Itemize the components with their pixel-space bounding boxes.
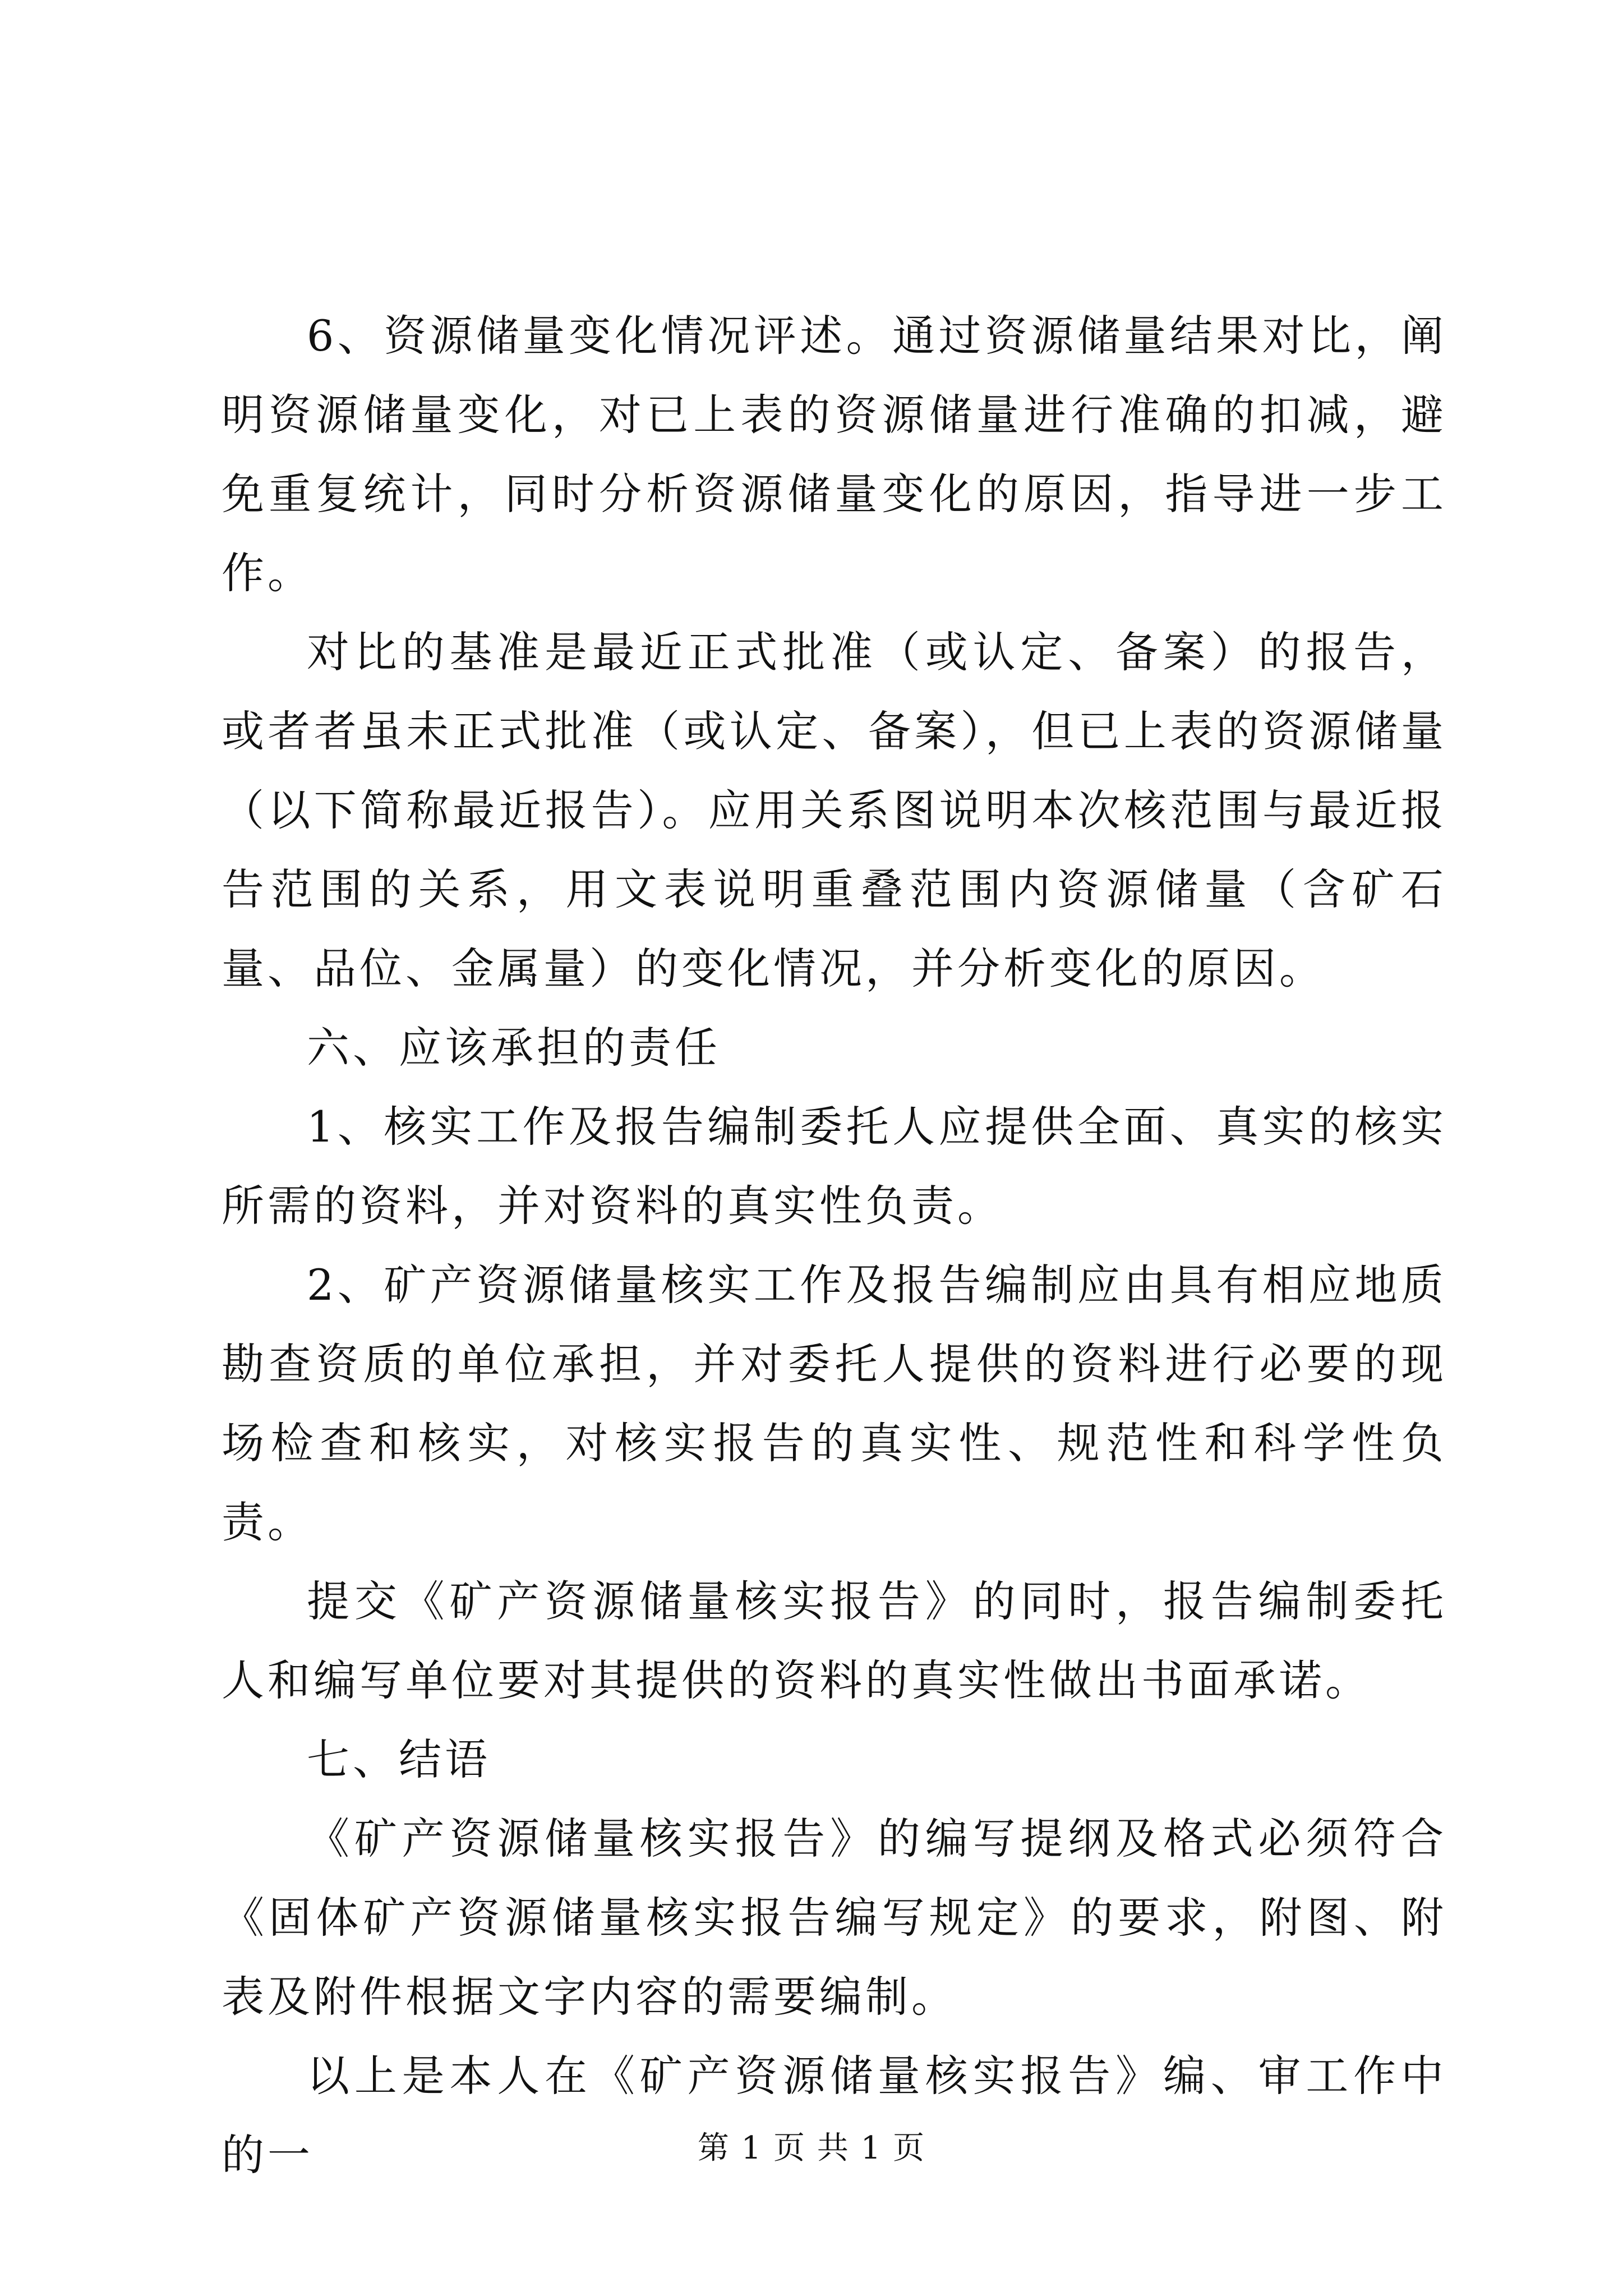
paragraph-closing: 以上是本人在《矿产资源储量核实报告》编、审工作中的一 xyxy=(222,2051,1447,2180)
paragraph-comparison-basis: 对比的基准是最近正式批准（或认定、备案）的报告，或者者虽未正式批准（或认定、备案），但已上表的资源储量（以下简称最近报告）。应用关系图说明本次核范围与最近报告范围的关系，用文表说明重叠范围内资源储量（含矿石量、品位、金属量）的变化情况，并分析变化的原因。 xyxy=(222,627,1447,993)
paragraph-reserve-change-review: 6、资源储量变化情况评述。通过资源储量结果对比，阐明资源储量变化，对已上表的资源储量进行准确的扣减，避免重复统计，同时分析资源储量变化的原因，指导进一步工作。 xyxy=(222,311,1447,598)
document-body xyxy=(222,296,1447,2194)
paragraph-format-requirements: 《矿产资源储量核实报告》的编写提纲及格式必须符合《固体矿产资源储量核实报告编写规定》的要求，附图、附表及附件根据文字内容的需要编制。 xyxy=(222,1814,1447,2022)
paragraph-unit-responsibility: 2、矿产资源储量核实工作及报告编制应由具有相应地质勘查资质的单位承担，并对委托人提供的资料进行必要的现场检查和核实，对核实报告的真实性、规范性和科学性负责。 xyxy=(222,1260,1447,1547)
heading-conclusion: 七、结语 xyxy=(307,1734,491,1784)
paragraph-client-responsibility: 1、核实工作及报告编制委托人应提供全面、真实的核实所需的资料，并对资料的真实性负责。 xyxy=(222,1102,1447,1231)
paragraph-written-commitment: 提交《矿产资源储量核实报告》的同时，报告编制委托人和编写单位要对其提供的资料的真实性做出书面承诺。 xyxy=(222,1576,1447,1705)
heading-responsibilities: 六、应该承担的责任 xyxy=(307,1023,721,1073)
page-footer: 第 1 页 共 1 页 xyxy=(697,2130,926,2166)
